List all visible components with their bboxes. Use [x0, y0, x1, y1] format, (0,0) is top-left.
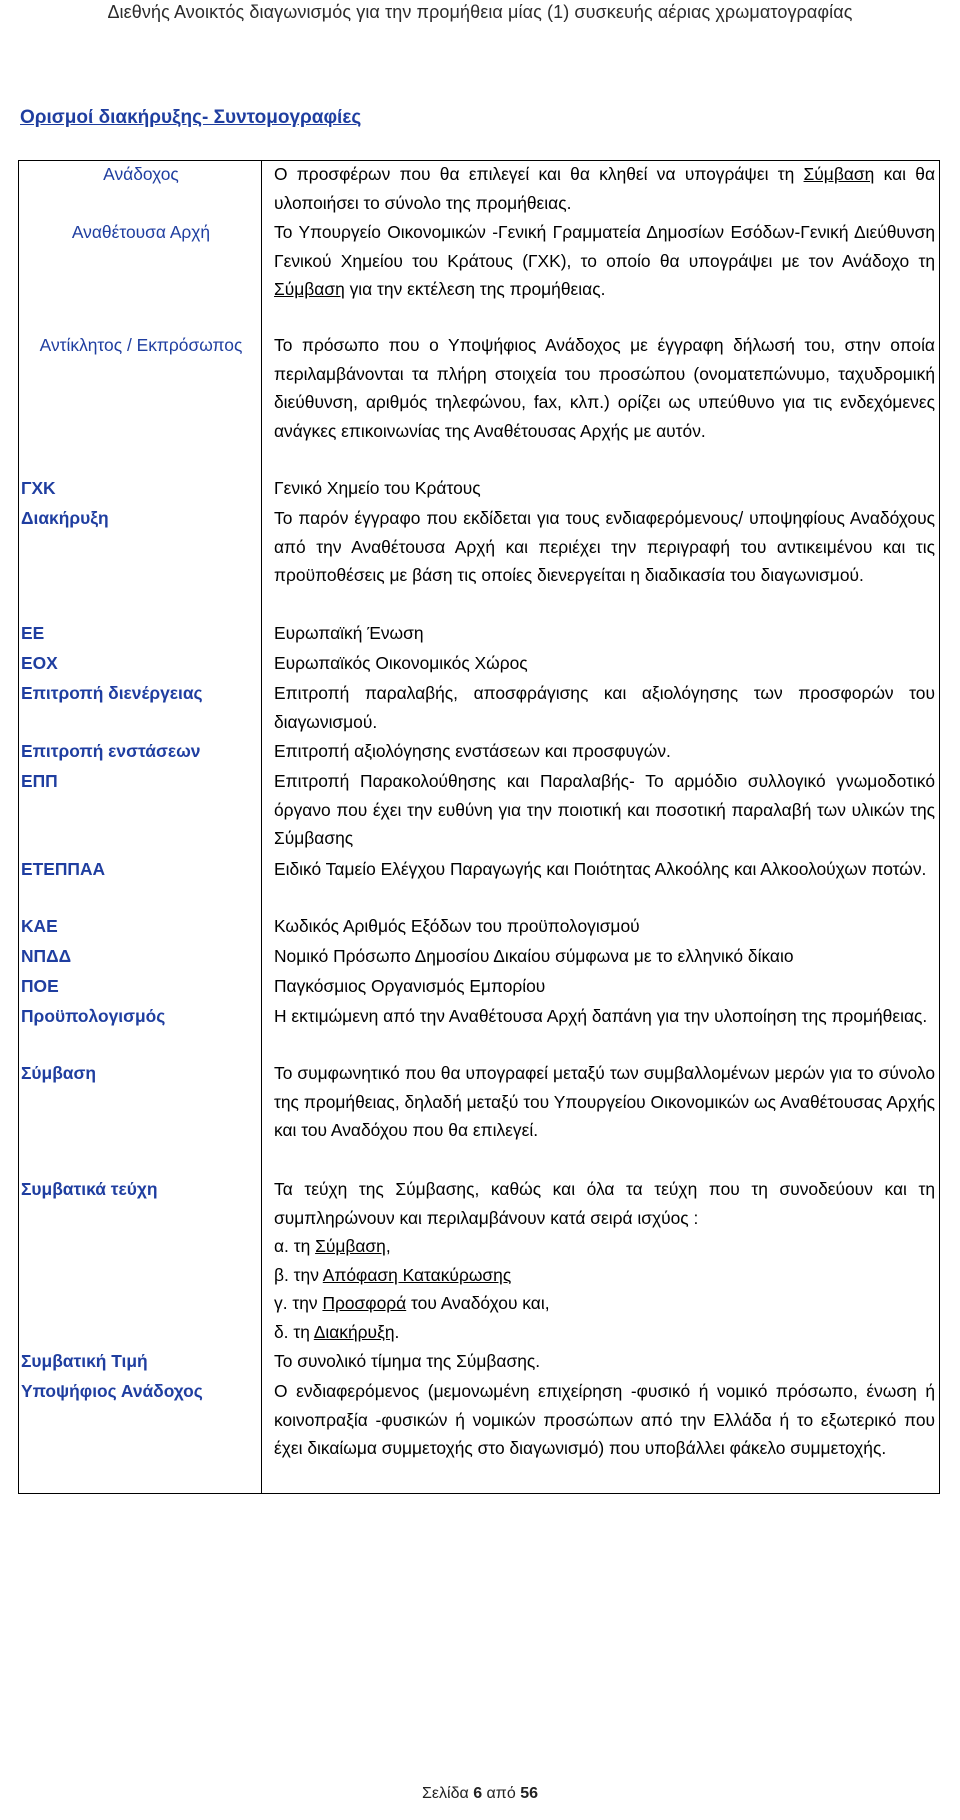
definition-term: ΠΟΕ: [19, 972, 262, 1002]
definition-term: Σύμβαση: [19, 1059, 262, 1175]
footer-total-pages: 56: [520, 1785, 538, 1802]
footer-mid: από: [482, 1785, 521, 1802]
definition-term: ΕΤΕΠΠΑΑ: [19, 855, 262, 912]
table-row: [19, 1059, 939, 1175]
definition-term: Ανάδοχος: [19, 160, 262, 218]
list-item: γ. την Προσφορά του Αναδόχου και,: [274, 1293, 550, 1314]
definition-term: Επιτροπή διενέργειας: [19, 679, 262, 737]
definition-term: ΕΟΧ: [19, 649, 262, 679]
definition-text: Ειδικό Ταμείο Ελέγχου Παραγωγής και Ποιότητας Αλκοόλης και Αλκοολούχων ποτών.: [274, 859, 927, 879]
definition-text: Ο προσφέρων που θα επιλεγεί και θα κληθεί να υπογράψει τη Σύμβαση και θα υλοποιήσει το σύνολο της προμήθειας.: [274, 164, 935, 213]
definition-term: Συμβατική Τιμή: [19, 1347, 262, 1377]
definition-text: Το πρόσωπο που ο Υποψήφιος Ανάδοχος με έγγραφη δήλωσή του, στην οποία περιλαμβάνονται τα πλήρη στοιχεία του προσώπου (ονοματεπώνυμο, ταχυδρομική διεύθυνση, αριθμός τηλεφώνου, fax, κλπ.) ορίζει ως υπεύθυνο για τις ενδεχόμενες ανάγκες επικοινωνίας της Αναθέτουσας Αρχής με αυτόν.: [274, 335, 935, 441]
document-link[interactable]: Διακήρυξη: [313, 1321, 395, 1342]
definition-term: Αντίκλητος / Εκπρόσωπος: [19, 331, 262, 474]
definition-text: Νομικό Πρόσωπο Δημοσίου Δικαίου σύμφωνα με το ελληνικό δίκαιο: [274, 946, 794, 966]
document-link[interactable]: Σύμβαση: [315, 1236, 386, 1257]
definition-text: Το συνολικό τίμημα της Σύμβασης.: [274, 1351, 541, 1371]
table-row: [19, 855, 939, 912]
definition-text: Το παρόν έγγραφο που εκδίδεται για τους ενδιαφερόμενους/ υποψηφίους Αναδόχους από την Αναθέτουσα Αρχή και περιέχει την περιγραφή του αντικειμένου και τις προϋποθέσεις με βάση τις οποίες διενεργείται η διαδικασία του διαγωνισμού.: [274, 508, 935, 586]
definition-text: Το Υπουργείο Οικονομικών -Γενική Γραμματεία Δημοσίων Εσόδων-Γενική Διεύθυνση Γενικού Χημείου του Κράτους (ΓΧΚ), το οποίο θα υπογράψει με τον Ανάδοχο τη Σύμβαση για την εκτέλεση της προμήθειας.: [274, 222, 935, 300]
document-link[interactable]: Απόφαση Κατακύρωσης: [322, 1264, 512, 1285]
definition-term: Προϋπολογισμός: [19, 1002, 262, 1059]
definition-text: Η εκτιμώμενη από την Αναθέτουσα Αρχή δαπάνη για την υλοποίηση της προμήθειας.: [274, 1006, 928, 1026]
contract-link[interactable]: Σύμβαση: [803, 164, 875, 184]
definition-text: Ευρωπαϊκή Ένωση: [274, 623, 424, 643]
footer-prefix: Σελίδα: [422, 1785, 474, 1802]
definition-term: ΚΑΕ: [19, 912, 262, 942]
table-row: [19, 160, 939, 218]
table-row: [19, 619, 939, 649]
definition-text: Κωδικός Αριθμός Εξόδων του προϋπολογισμού: [274, 916, 640, 936]
table-row: [19, 972, 939, 1002]
table-row: [19, 1002, 939, 1059]
list-item: δ. τη Διακήρυξη.: [274, 1321, 400, 1342]
definition-text: Παγκόσμιος Οργανισμός Εμπορίου: [274, 976, 546, 996]
section-title: Ορισμοί διακήρυξης- Συντομογραφίες: [20, 107, 362, 128]
page-footer: [0, 1785, 960, 1803]
definition-text: Ευρωπαϊκός Οικονομικός Χώρος: [274, 653, 528, 673]
list-item: β. την Απόφαση Κατακύρωσης: [274, 1264, 512, 1285]
footer-page-number: 6: [473, 1785, 483, 1802]
definition-term: ΕΕ: [19, 619, 262, 649]
definition-term: ΝΠΔΔ: [19, 942, 262, 972]
contract-link[interactable]: Σύμβαση: [274, 279, 345, 300]
definition-term: Υποψήφιος Ανάδοχος: [19, 1377, 262, 1493]
table-row: [19, 737, 939, 767]
table-row: [19, 1347, 939, 1377]
definition-text: [262, 1175, 940, 1347]
list-item: α. τη Σύμβαση,: [274, 1236, 391, 1257]
definition-term: Συμβατικά τεύχη: [19, 1175, 262, 1347]
document-header: Διεθνής Ανοικτός διαγωνισμός για την προμήθεια μίας (1) συσκευής αέριας χρωματογραφίας: [107, 2, 853, 22]
definition-term: Επιτροπή ενστάσεων: [19, 737, 262, 767]
definition-text: Επιτροπή Παρακολούθησης και Παραλαβής- Το αρμόδιο συλλογικό γνωμοδοτικό όργανο που έχει την ευθύνη για την ποιοτική και ποσοτική παραλαβή των υλικών της Σύμβασης: [274, 771, 935, 849]
table-row: [19, 474, 939, 504]
table-row: [19, 1175, 939, 1347]
definition-term: ΓΧΚ: [19, 474, 262, 504]
definition-text: Επιτροπή παραλαβής, αποσφράγισης και αξιολόγησης των προσφορών του διαγωνισμού.: [274, 683, 935, 732]
definition-text: Επιτροπή αξιολόγησης ενστάσεων και προσφυγών.: [274, 741, 671, 761]
definition-term: ΕΠΠ: [19, 767, 262, 855]
document-link[interactable]: Προσφορά: [322, 1293, 407, 1314]
definition-intro: Τα τεύχη της Σύμβασης, καθώς και όλα τα τεύχη που τη συνοδεύουν και τη συμπληρώνουν και περιλαμβάνουν κατά σειρά ισχύος :: [274, 1179, 935, 1228]
definition-term: Αναθέτουσα Αρχή: [19, 218, 262, 331]
table-row: [19, 767, 939, 855]
table-row: [19, 942, 939, 972]
table-row: [19, 649, 939, 679]
definition-term: Διακήρυξη: [19, 504, 262, 619]
table-row: [19, 504, 939, 619]
definition-text: Γενικό Χημείο του Κράτους: [274, 478, 481, 498]
table-row: [19, 331, 939, 474]
definitions-table: [19, 160, 939, 1493]
table-row: [19, 912, 939, 942]
definition-text: Ο ενδιαφερόμενος (μεμονωμένη επιχείρηση -φυσικό ή νομικό πρόσωπο, ένωση ή κοινοπραξία -φυσικών ή νομικών προσώπων από την Ελλάδα ή το εξωτερικό που έχει δικαίωμα συμμετοχής στο διαγωνισμό) που υποβάλλει φάκελο συμμετοχής.: [274, 1381, 935, 1459]
table-row: [19, 679, 939, 737]
definition-text: Το συμφωνητικό που θα υπογραφεί μεταξύ των συμβαλλομένων μερών για το σύνολο της προμήθειας, δηλαδή μεταξύ του Υπουργείου Οικονομικών ως Αναθέτουσας Αρχής και του Αναδόχου που θα επιλεγεί.: [274, 1063, 935, 1141]
table-row: [19, 218, 939, 331]
table-row: [19, 1377, 939, 1493]
